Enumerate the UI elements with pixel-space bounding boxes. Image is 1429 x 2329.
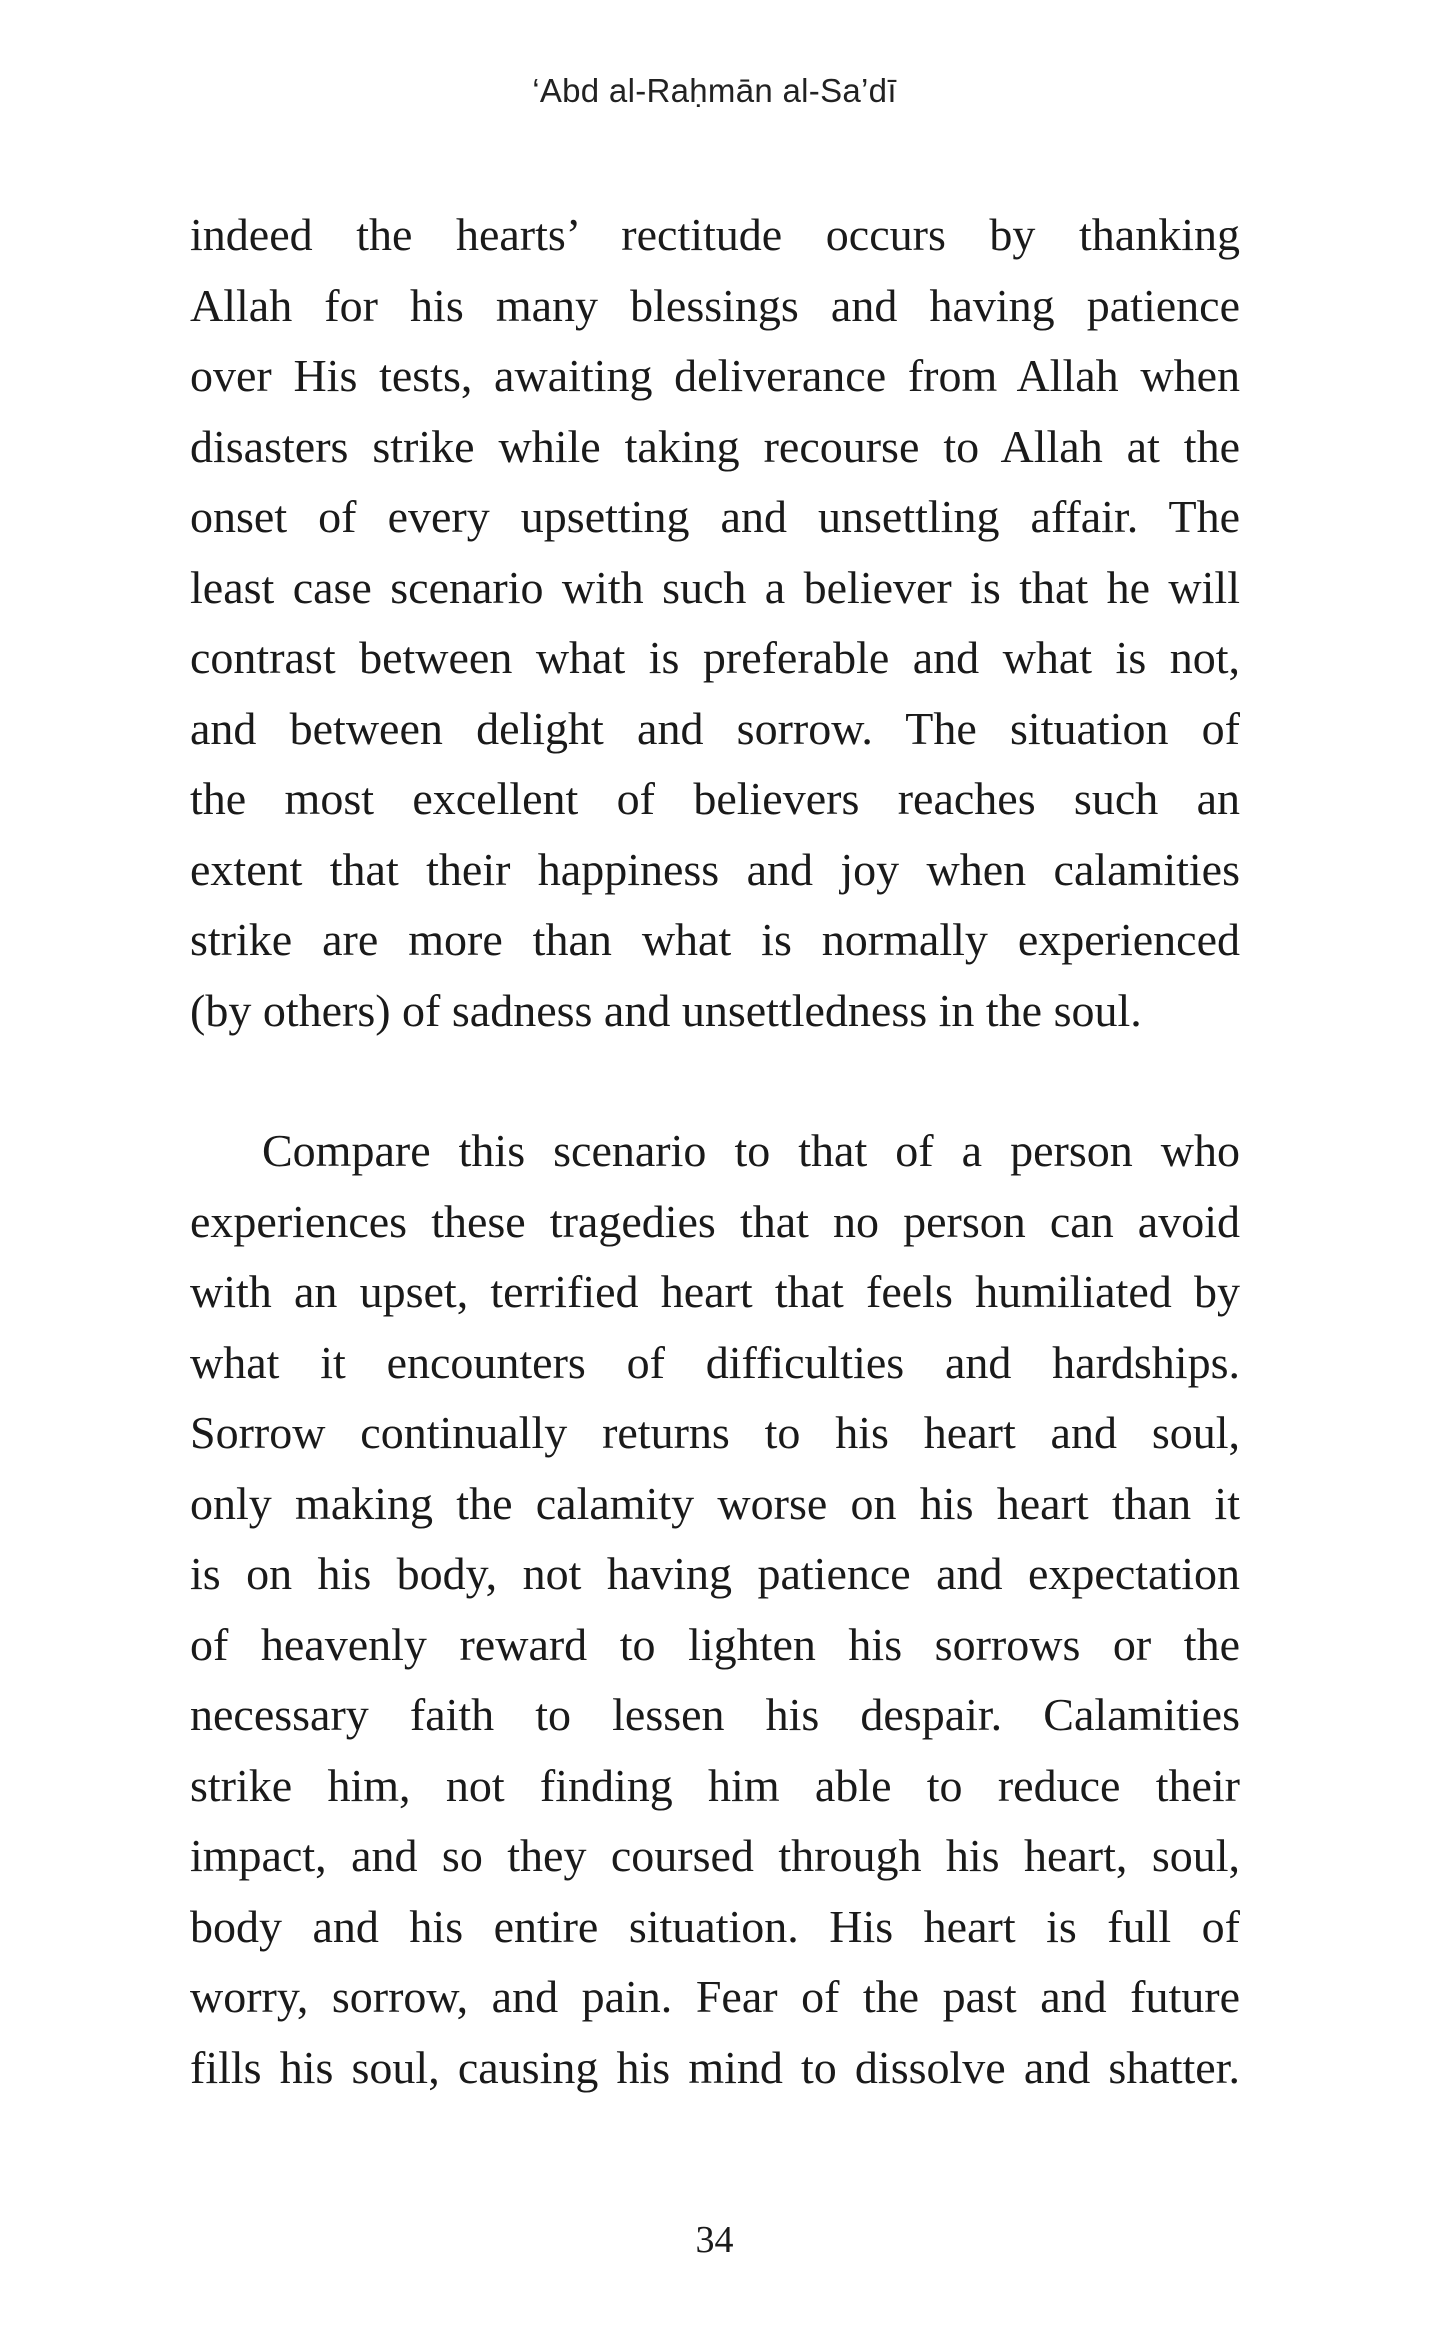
text-line: contrast between what is preferable and what is not, <box>190 632 1240 683</box>
text-line: body and his entire situation. His heart is full of <box>190 1900 1240 1952</box>
text-line: impact, and so they coursed through his heart, soul, <box>190 1830 1240 1881</box>
paragraph-2 <box>190 1116 1240 2103</box>
text-line: and between delight and sorrow. The situation of <box>190 702 1240 754</box>
text-line: indeed the hearts’ rectitude occurs by thanking <box>190 209 1240 260</box>
text-line: with an upset, terrified heart that feels humiliated by <box>190 1266 1240 1317</box>
paragraph-spacer <box>190 1046 1240 1116</box>
text-line: strike him, not finding him able to reduce their <box>190 1759 1240 1811</box>
page-number: 34 <box>695 2219 734 2261</box>
text-line: (by others) of sadness and unsettledness in the soul. <box>190 984 1142 1036</box>
text-line: is on his body, not having patience and expectation <box>190 1548 1240 1599</box>
body-text <box>190 200 1240 2103</box>
text-line: what it encounters of difficulties and hardships. <box>190 1336 1240 1388</box>
text-line: strike are more than what is normally experienced <box>190 914 1240 965</box>
text-line: Sorrow continually returns to his heart and soul, <box>190 1407 1240 1458</box>
text-line: necessary faith to lessen his despair. Calamities <box>190 1689 1240 1740</box>
text-line: fills his soul, causing his mind to dissolve and shatter. <box>190 2041 1240 2093</box>
text-line: disasters strike while taking recourse to Allah at the <box>190 420 1240 472</box>
text-line: Allah for his many blessings and having patience <box>190 279 1240 331</box>
text-line: least case scenario with such a believer is that he will <box>190 561 1240 613</box>
running-header: ‘Abd al-Raḥmān al-Sa’dī <box>532 72 897 109</box>
text-line: worry, sorrow, and pain. Fear of the past and future <box>190 1971 1240 2022</box>
text-line: the most excellent of believers reaches such an <box>190 773 1240 824</box>
text-line: over His tests, awaiting deliverance from Allah when <box>190 350 1240 401</box>
text-line: experiences these tragedies that no person can avoid <box>190 1195 1240 1247</box>
text-line: extent that their happiness and joy when calamities <box>190 843 1240 895</box>
text-line: onset of every upsetting and unsettling affair. The <box>190 491 1240 542</box>
paragraph-1 <box>190 200 1240 1046</box>
text-line: of heavenly reward to lighten his sorrows or the <box>190 1618 1240 1670</box>
text-line: Compare this scenario to that of a person who <box>262 1125 1240 1176</box>
text-line: only making the calamity worse on his heart than it <box>190 1477 1240 1529</box>
